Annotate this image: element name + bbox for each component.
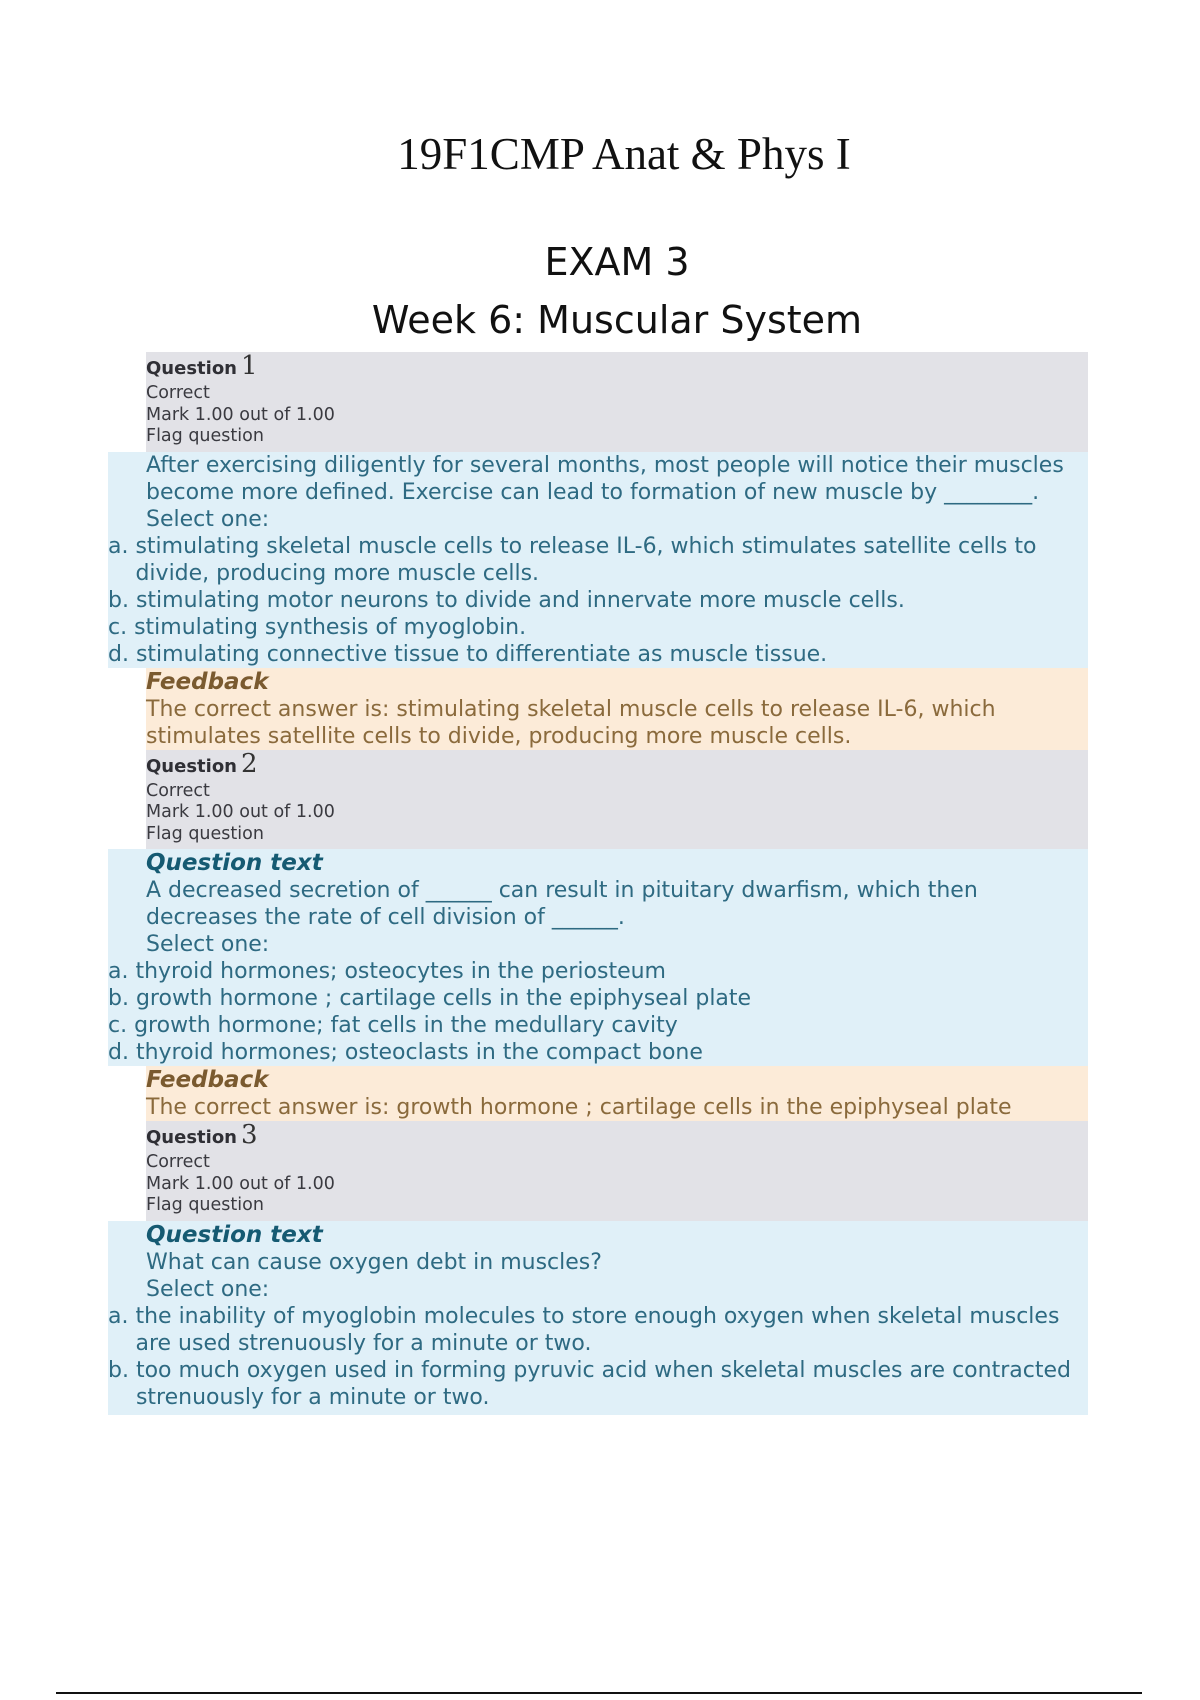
exam-title: EXAM 3: [544, 240, 690, 284]
answer-text: stimulating motor neurons to divide and innervate more muscle cells.: [135, 587, 905, 613]
question-info-3: [146, 1121, 1088, 1221]
flag-question-link[interactable]: Flag question: [146, 823, 264, 844]
answer-letter: d.: [108, 641, 136, 667]
answer-text: growth hormone; fat cells in the medullary cavity: [134, 1013, 678, 1038]
feedback-text: The correct answer is: stimulating skeletal muscle cells to release IL-6, which stimulates satellite cells to divide, producing more muscle cells.: [146, 696, 996, 749]
question-label: Question: [146, 1127, 237, 1148]
answer-list: [108, 533, 1088, 668]
select-one-label: Select one:: [146, 932, 270, 957]
answer-text: stimulating skeletal muscle cells to release IL-6, which stimulates satellite cells to divide, producing more muscle cells.: [135, 533, 1037, 586]
question-content-3: [108, 1221, 1088, 1415]
answer-list: [108, 958, 1088, 1066]
question-mark: Mark 1.00 out of 1.00: [146, 404, 335, 425]
question-content-2: [108, 849, 1088, 1066]
feedback-box-2: [146, 1066, 1088, 1121]
answer-list: [108, 1303, 1088, 1411]
answer-text: too much oxygen used in forming pyruvic acid when skeletal muscles are contracted strenuously for a minute or two.: [135, 1357, 1071, 1410]
answer-letter: b.: [108, 587, 136, 613]
quiz: [108, 352, 1088, 1415]
question-text: A decreased secretion of ______ can result in pituitary dwarfism, which then decreases the rate of cell division of ______.: [146, 878, 985, 930]
answer-option-a[interactable]: [108, 1303, 1088, 1357]
question-content-1: [108, 452, 1088, 668]
feedback-text: The correct answer is: growth hormone ; cartilage cells in the epiphyseal plate: [146, 1095, 1012, 1120]
flag-question-link[interactable]: Flag question: [146, 1195, 264, 1215]
question-heading: [146, 1121, 1088, 1152]
answer-option-a[interactable]: [108, 958, 1088, 985]
question-number: 3: [241, 1120, 258, 1150]
question-number: 1: [241, 351, 258, 381]
select-one-label: Select one:: [146, 1276, 270, 1302]
select-one-label: Select one:: [146, 506, 270, 532]
answer-option-c[interactable]: [108, 614, 1088, 641]
answer-text: thyroid hormones; osteocytes in the periosteum: [135, 959, 666, 984]
answer-option-d[interactable]: [108, 1039, 1088, 1066]
question-text: After exercising diligently for several months, most people will notice their muscles become more defined. Exercise can lead to formation of new muscle by ________.: [146, 452, 1071, 505]
answer-option-d[interactable]: [108, 641, 1088, 668]
question-status: Correct: [146, 1152, 210, 1172]
question-mark: Mark 1.00 out of 1.00: [146, 802, 335, 822]
answer-text: growth hormone ; cartilage cells in the epiphyseal plate: [135, 986, 752, 1011]
question-label: Question: [146, 755, 237, 777]
question-text-label: Question text: [146, 1221, 323, 1248]
question-heading: [146, 750, 1088, 781]
course-title: 19F1CMP Anat & Phys I: [397, 129, 851, 179]
question-mark: Mark 1.00 out of 1.00: [146, 1173, 335, 1194]
question-status: Correct: [146, 383, 210, 403]
answer-text: stimulating synthesis of myoglobin.: [134, 614, 527, 640]
answer-letter: c.: [108, 1013, 135, 1038]
flag-question-link[interactable]: Flag question: [146, 426, 264, 446]
answer-letter: b.: [108, 1357, 136, 1383]
feedback-label: Feedback: [146, 668, 269, 695]
question-number: 2: [241, 748, 258, 779]
question-heading: [146, 352, 1088, 383]
question-text: What can cause oxygen debt in muscles?: [146, 1249, 602, 1275]
answer-letter: d.: [108, 1040, 136, 1065]
page-bottom-rule: [56, 1692, 1142, 1694]
answer-text: stimulating connective tissue to differentiate as muscle tissue.: [135, 641, 828, 667]
feedback-label: Feedback: [146, 1067, 269, 1093]
answer-option-b[interactable]: [108, 985, 1088, 1012]
answer-text: thyroid hormones; osteoclasts in the compact bone: [135, 1040, 703, 1065]
answer-letter: a.: [108, 959, 136, 984]
answer-option-a[interactable]: [108, 533, 1088, 587]
answer-letter: a.: [108, 1303, 136, 1329]
answer-letter: c.: [108, 614, 135, 640]
answer-option-b[interactable]: [108, 587, 1088, 614]
question-label: Question: [146, 358, 237, 379]
question-info-2: [146, 750, 1088, 850]
answer-option-b[interactable]: [108, 1357, 1088, 1411]
answer-letter: a.: [108, 533, 136, 559]
feedback-box-1: [146, 668, 1088, 750]
answer-letter: b.: [108, 986, 136, 1011]
question-info-1: [146, 352, 1088, 452]
question-text-label: Question text: [146, 850, 323, 876]
week-title: Week 6: Muscular System: [371, 298, 863, 342]
question-status: Correct: [146, 780, 210, 801]
answer-option-c[interactable]: [108, 1012, 1088, 1039]
answer-text: the inability of myoglobin molecules to store enough oxygen when skeletal muscles are used strenuously for a minute or two.: [135, 1303, 1060, 1356]
